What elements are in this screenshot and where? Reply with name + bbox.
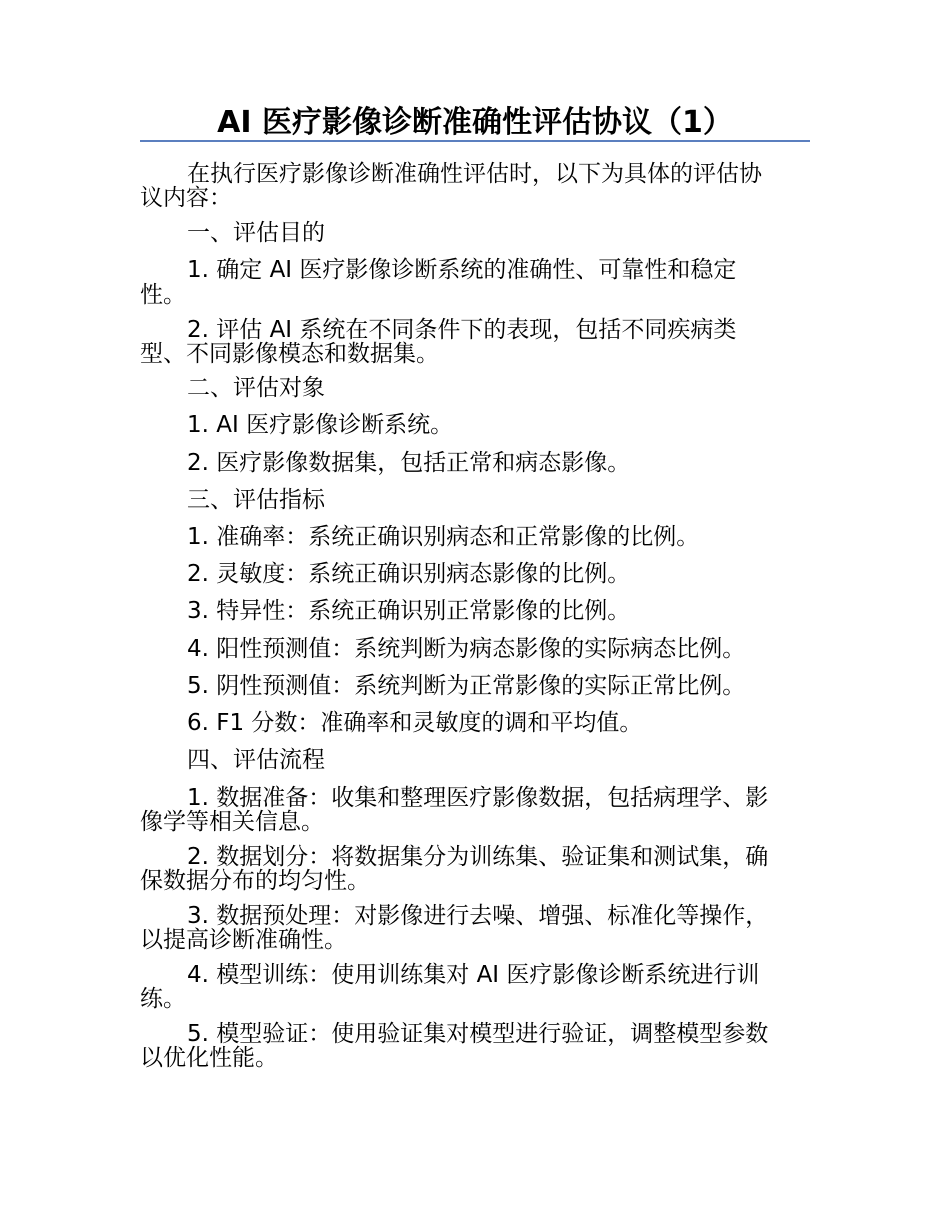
title-underline [140,140,810,142]
section2-heading: 二、评估对象 [187,375,325,401]
section3-item: 6. F1 分数：准确率和灵敏度的调和平均值。 [187,710,643,736]
section2-item1: 1. AI 医疗影像诊断系统。 [187,412,454,438]
section1-item1-line2: 性。 [140,282,186,308]
section4-item3-line1: 3. 数据预处理：对影像进行去噪、增强、标准化等操作， [187,903,769,929]
section1-item2-line2: 型、不同影像模态和数据集。 [140,341,439,367]
section4-item1-line1: 1. 数据准备：收集和整理医疗影像数据，包括病理学、影 [187,785,769,811]
section4-item2-line2: 保数据分布的均匀性。 [140,868,370,894]
section4-item2-line1: 2. 数据划分：将数据集分为训练集、验证集和测试集，确 [187,844,769,870]
intro-line-1: 在执行医疗影像诊断准确性评估时，以下为具体的评估协 [187,161,762,187]
section4-item5-line2: 以优化性能。 [140,1045,278,1071]
section4-item4-line2: 练。 [140,986,186,1012]
section3-item: 2. 灵敏度：系统正确识别病态影像的比例。 [187,561,631,587]
section2-item2: 2. 医疗影像数据集，包括正常和病态影像。 [187,450,631,476]
section3-item: 3. 特异性：系统正确识别正常影像的比例。 [187,598,631,624]
section1-item1-line1: 1. 确定 AI 医疗影像诊断系统的准确性、可靠性和稳定 [187,257,737,283]
section4-item1-line2: 像学等相关信息。 [140,809,324,835]
section4-heading: 四、评估流程 [187,747,325,773]
document-title: AI 医疗影像诊断准确性评估协议（1） [217,105,733,140]
section1-heading: 一、评估目的 [187,220,325,246]
section3-item: 5. 阴性预测值：系统判断为正常影像的实际正常比例。 [187,673,746,699]
section3-item: 4. 阳性预测值：系统判断为病态影像的实际病态比例。 [187,636,746,662]
section4-item4-line1: 4. 模型训练：使用训练集对 AI 医疗影像诊断系统进行训 [187,962,760,988]
section3-heading: 三、评估指标 [187,487,325,513]
section4-item3-line2: 以提高诊断准确性。 [140,927,347,953]
intro-line-2: 议内容： [140,185,232,211]
section1-item2-line1: 2. 评估 AI 系统在不同条件下的表现，包括不同疾病类 [187,317,737,343]
section4-item5-line1: 5. 模型验证：使用验证集对模型进行验证，调整模型参数 [187,1021,769,1047]
section3-item: 1. 准确率：系统正确识别病态和正常影像的比例。 [187,524,700,550]
